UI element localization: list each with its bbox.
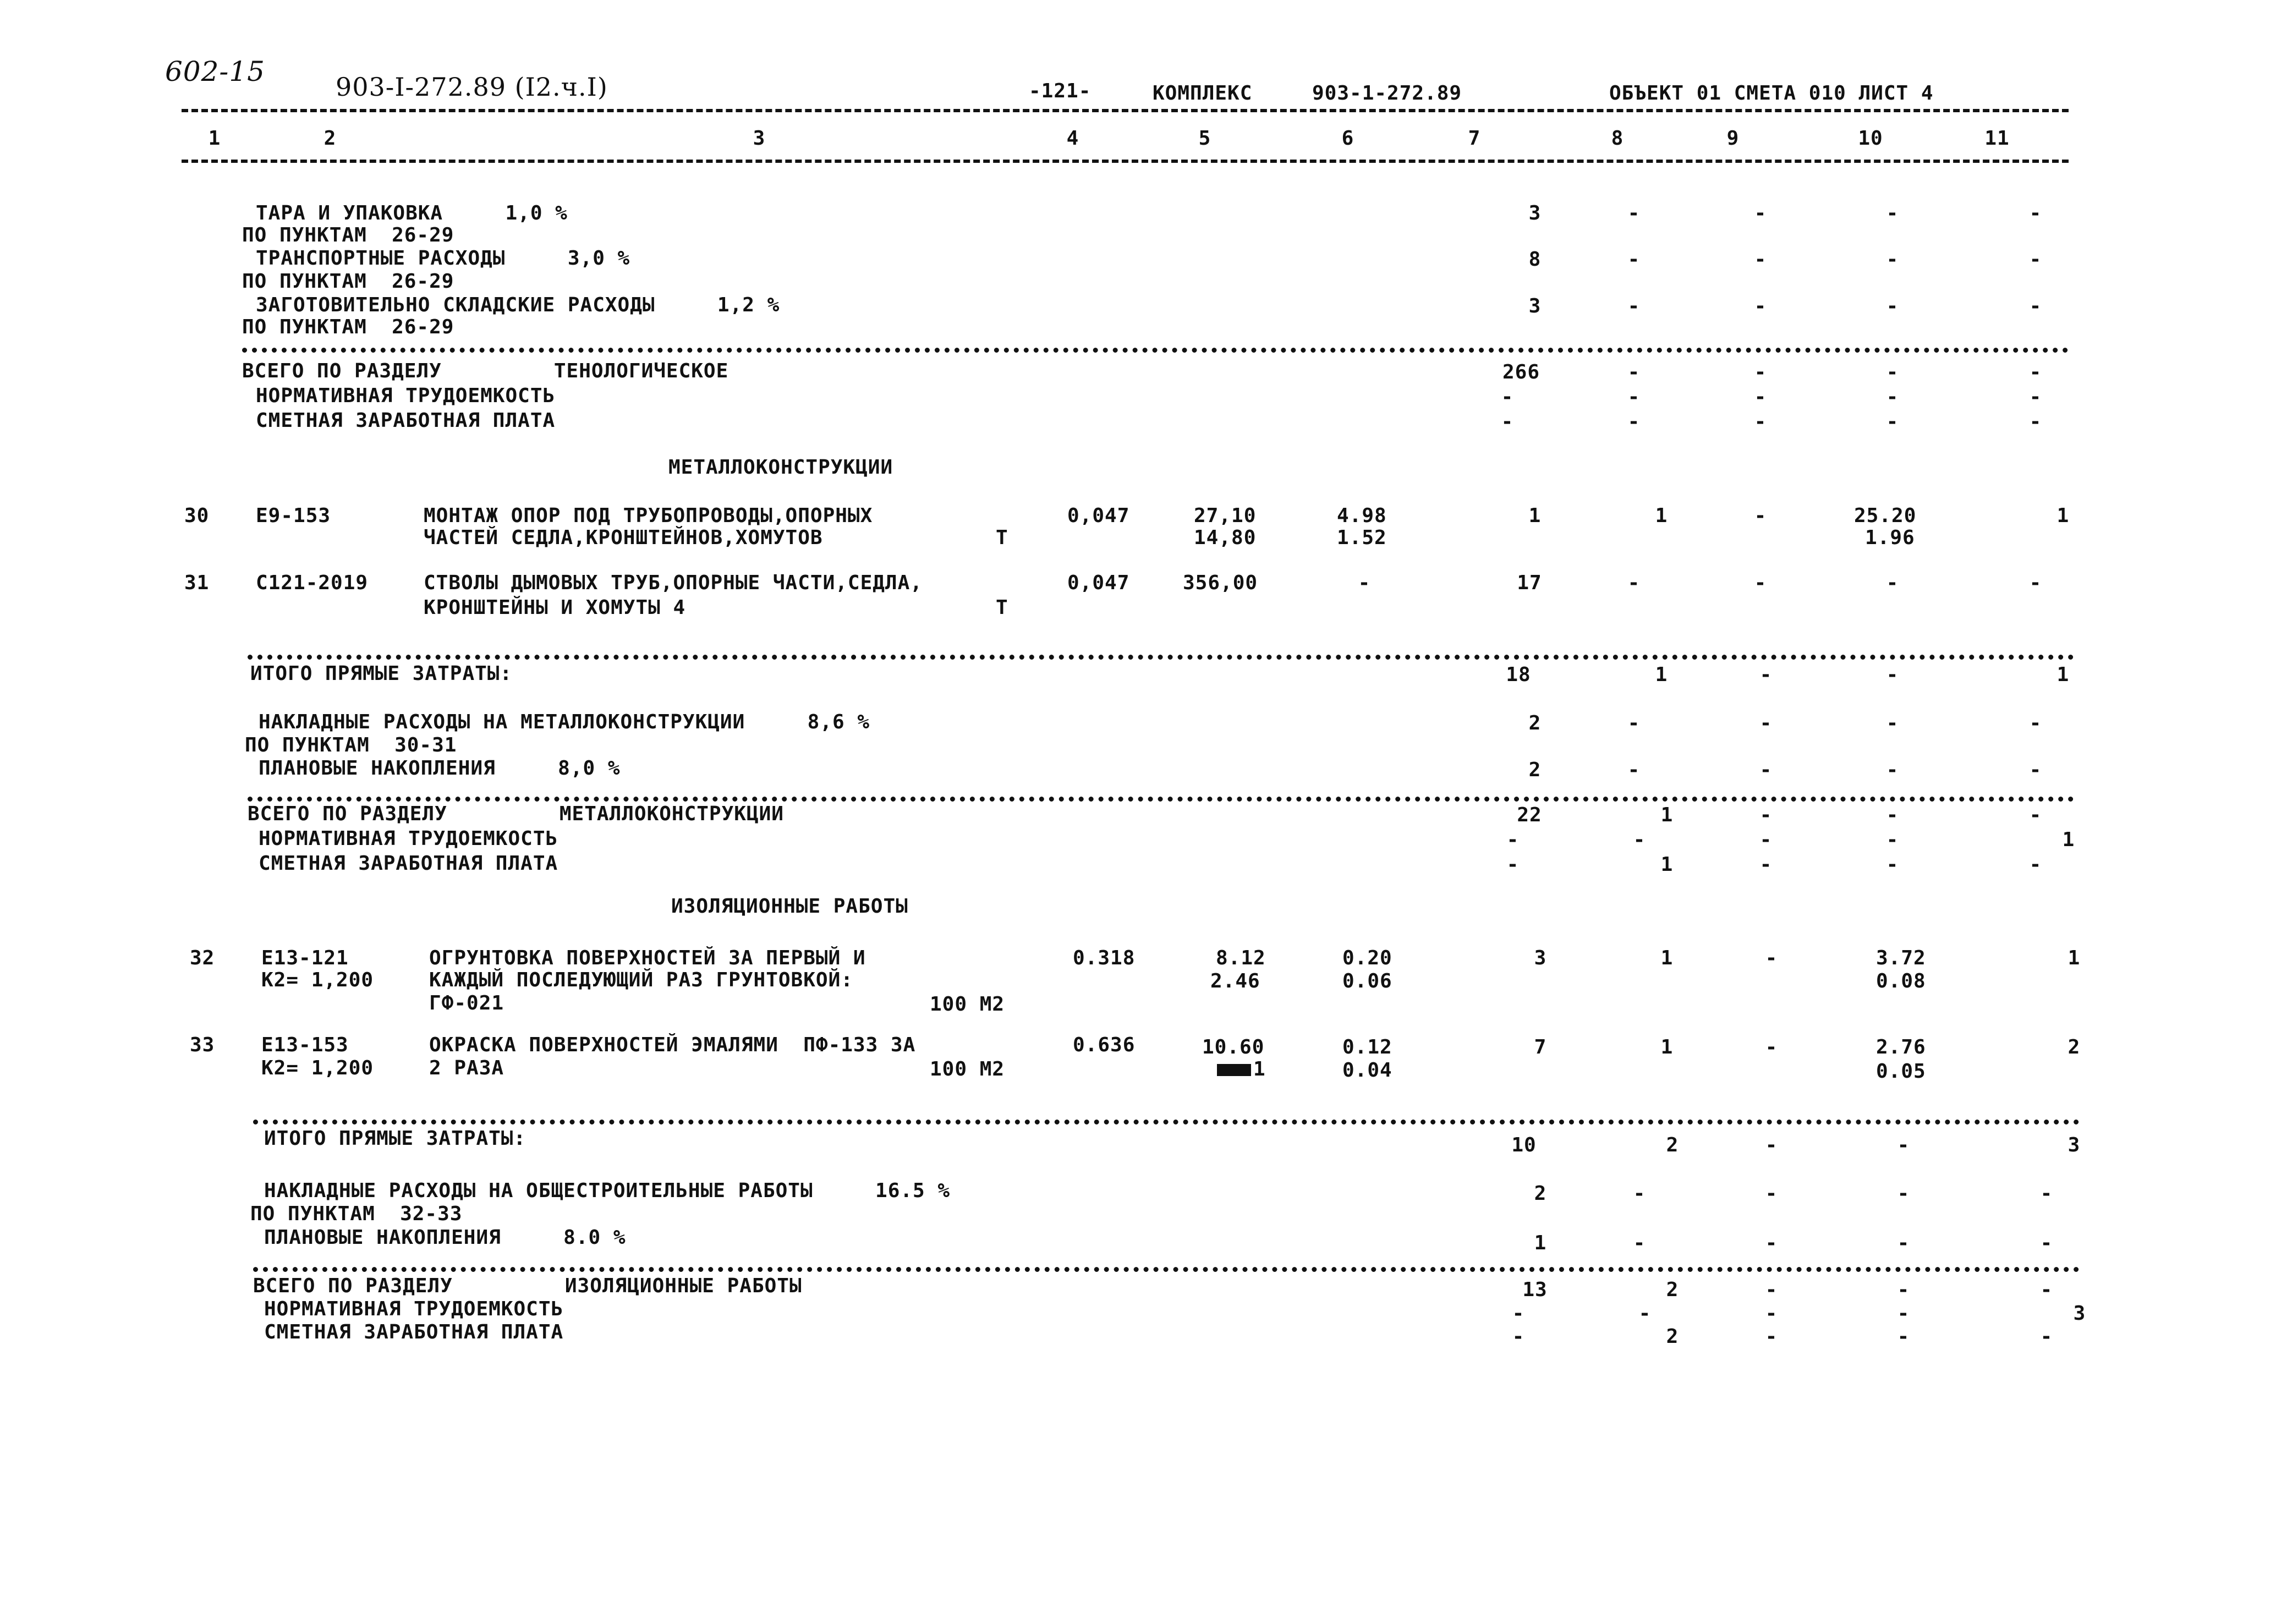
value-cell: 2 <box>2067 1036 2081 1058</box>
row-unit: 100 М2 <box>930 1058 1005 1080</box>
value-cell: - <box>1501 410 1514 433</box>
section-title: МЕТАЛЛОКОНСТРУКЦИИ <box>668 456 893 479</box>
value-cell: - <box>2029 572 2042 594</box>
row-description: МОНТАЖ ОПОР ПОД ТРУБОПРОВОДЫ,ОПОРНЫХ <box>424 504 873 527</box>
value-cell: - <box>1512 1302 1525 1325</box>
value-cell: 1 <box>2062 829 2075 851</box>
value-cell: 2 <box>1666 1279 1679 1301</box>
value-cell: - <box>1754 572 1767 594</box>
row-code: Е13-121 <box>261 947 349 969</box>
value-cell: - <box>2029 386 2042 408</box>
value-cell: - <box>1765 1302 1778 1325</box>
transport-label: ТРАНСПОРТНЫЕ РАСХОДЫ 3,0 % <box>256 247 630 270</box>
col-2: 2 <box>323 127 337 150</box>
value-cell: - <box>1897 1325 1910 1348</box>
value-cell: - <box>1512 1325 1525 1348</box>
page-number: -121- <box>1029 80 1092 102</box>
value-cell: 1 <box>1660 804 1674 826</box>
row-number: 30 <box>184 504 210 527</box>
row-description: КРОНШТЕЙНЫ И ХОМУТЫ 4 <box>424 596 686 619</box>
col-11: 11 <box>1984 127 2010 150</box>
value-cell: - <box>1759 759 1773 781</box>
value-cell: - <box>1765 947 1778 969</box>
value-cell: - <box>1886 663 1899 686</box>
value-cell: - <box>2029 202 2042 224</box>
value-cell: 1 <box>1655 504 1668 527</box>
value-cell: 1 <box>1660 1036 1674 1058</box>
value-cell: 8 <box>1528 248 1542 271</box>
value-cell: 1 <box>1655 663 1668 686</box>
direct-costs-label: ИТОГО ПРЯМЫЕ ЗАТРАТЫ: <box>250 662 513 685</box>
profit-label: ПЛАНОВЫЕ НАКОПЛЕНИЯ 8,0 % <box>259 757 621 780</box>
value-cell: 0.20 <box>1342 947 1392 969</box>
complex-code: 903-1-272.89 <box>1312 82 1462 105</box>
value-cell: 3.72 <box>1876 947 1926 969</box>
value-cell: - <box>1886 386 1899 408</box>
value-cell: 3 <box>2067 1134 2081 1156</box>
row-quantity: 0,047 <box>1067 572 1130 594</box>
value-cell: - <box>1638 1302 1652 1325</box>
overhead-ref: ПО ПУНКТАМ 30-31 <box>245 734 457 756</box>
transport-ref: ПО ПУНКТАМ 26-29 <box>242 270 454 293</box>
row-price: 14,80 <box>1194 526 1257 549</box>
value-cell: - <box>1759 804 1773 826</box>
value-cell: 18 <box>1506 663 1531 686</box>
value-cell: 2 <box>1534 1182 1547 1205</box>
header-rule-bottom <box>182 160 2069 163</box>
value-cell: 266 <box>1502 361 1540 383</box>
redaction-mark <box>1217 1064 1251 1076</box>
col-6: 6 <box>1341 127 1354 150</box>
value-cell: 2 <box>1528 712 1542 734</box>
value-cell: - <box>1506 829 1520 851</box>
value-cell: 1 <box>1660 947 1674 969</box>
value-cell: 25.20 <box>1854 504 1917 527</box>
value-cell: 0.06 <box>1342 970 1392 992</box>
value-cell: 0.04 <box>1342 1059 1392 1082</box>
row-unit: Т <box>996 596 1008 619</box>
value-cell: - <box>2029 804 2042 826</box>
row-description: ЧАСТЕЙ СЕДЛА,КРОНШТЕЙНОВ,ХОМУТОВ <box>424 526 823 549</box>
dotted-separator <box>253 1120 2080 1124</box>
direct-costs-label: ИТОГО ПРЯМЫЕ ЗАТРАТЫ: <box>264 1127 526 1150</box>
row-price: 356,00 <box>1183 572 1258 594</box>
row-description: 2 РАЗА <box>429 1057 504 1079</box>
row-unit: Т <box>996 526 1008 549</box>
handwritten-ref: 602-15 <box>165 56 265 87</box>
value-cell: - <box>2029 361 2042 383</box>
row-code: Е13-153 <box>261 1034 349 1056</box>
value-cell: 0.08 <box>1876 970 1926 992</box>
value-cell: - <box>2040 1279 2053 1301</box>
value-cell: - <box>1897 1302 1910 1325</box>
value-cell: - <box>1627 410 1641 433</box>
value-cell: 1 <box>2056 504 2070 527</box>
value-cell: 2 <box>1666 1134 1679 1156</box>
wage-label: СМЕТНАЯ ЗАРАБОТНАЯ ПЛАТА <box>259 852 558 875</box>
value-cell: - <box>1886 759 1899 781</box>
col-4: 4 <box>1066 127 1079 150</box>
value-cell: - <box>1897 1182 1910 1205</box>
value-cell: - <box>1886 295 1899 317</box>
value-cell: - <box>2029 759 2042 781</box>
value-cell: - <box>1765 1279 1778 1301</box>
value-cell: 2 <box>1528 759 1542 781</box>
value-cell: 0.12 <box>1342 1036 1392 1058</box>
value-cell: - <box>1627 759 1641 781</box>
value-cell: - <box>1627 248 1641 271</box>
labor-label: НОРМАТИВНАЯ ТРУДОЕМКОСТЬ <box>259 827 558 850</box>
value-cell: - <box>1765 1134 1778 1156</box>
packaging-ref: ПО ПУНКТАМ 26-29 <box>242 224 454 246</box>
section-total-label: ВСЕГО ПО РАЗДЕЛУ ТЕНОЛОГИЧЕСКОЕ <box>242 360 729 382</box>
value-cell: - <box>2029 410 2042 433</box>
row-coefficient: К2= 1,200 <box>261 969 374 991</box>
col-10: 10 <box>1858 127 1883 150</box>
value-cell: - <box>1765 1232 1778 1254</box>
value-cell: 3 <box>1528 295 1542 317</box>
wage-label: СМЕТНАЯ ЗАРАБОТНАЯ ПЛАТА <box>256 409 556 432</box>
value-cell: - <box>1754 295 1767 317</box>
col-9: 9 <box>1726 127 1740 150</box>
value-cell: 13 <box>1522 1279 1548 1301</box>
value-cell: - <box>1886 804 1899 826</box>
value-cell: 7 <box>1534 1036 1547 1058</box>
value-cell: 3 <box>2073 1302 2086 1325</box>
profit-label: ПЛАНОВЫЕ НАКОПЛЕНИЯ 8.0 % <box>264 1226 626 1249</box>
value-cell: - <box>1886 248 1899 271</box>
row-description: ГФ-021 <box>429 992 504 1014</box>
row-unit: 100 М2 <box>930 993 1005 1016</box>
overhead-ref: ПО ПУНКТАМ 32-33 <box>250 1203 463 1225</box>
value-cell: - <box>2029 853 2042 876</box>
value-cell: - <box>1633 829 1646 851</box>
header-rule-top <box>182 109 2069 112</box>
value-cell: 1 <box>1660 853 1674 876</box>
col-5: 5 <box>1198 127 1211 150</box>
row-code: С121-2019 <box>256 572 369 594</box>
value-cell: - <box>1627 712 1641 734</box>
value-cell: - <box>1886 829 1899 851</box>
value-cell: 1 <box>1528 504 1542 527</box>
value-cell: - <box>1886 361 1899 383</box>
section-total-label: ВСЕГО ПО РАЗДЕЛУ МЕТАЛЛОКОНСТРУКЦИИ <box>248 803 784 825</box>
value-cell: 3 <box>1528 202 1542 224</box>
value-cell: 1 <box>2067 947 2081 969</box>
value-cell: 2 <box>1666 1325 1679 1348</box>
value-cell: 1 <box>1534 1232 1547 1254</box>
value-cell: - <box>1886 712 1899 734</box>
value-cell: - <box>2040 1182 2053 1205</box>
value-cell: - <box>1501 386 1514 408</box>
overhead-label: НАКЛАДНЫЕ РАСХОДЫ НА ОБЩЕСТРОИТЕЛЬНЫЕ РАБОТЫ 16.5 % <box>264 1179 951 1202</box>
col-7: 7 <box>1468 127 1481 150</box>
row-number: 33 <box>190 1034 215 1056</box>
dotted-separator <box>253 1267 2080 1272</box>
row-description: КАЖДЫЙ ПОСЛЕДУЮЩИЙ РАЗ ГРУНТОВКОЙ: <box>429 969 853 991</box>
value-cell: 1.52 <box>1337 526 1387 549</box>
value-cell: - <box>2029 295 2042 317</box>
value-cell: - <box>1754 361 1767 383</box>
complex-label: КОМПЛЕКС <box>1153 82 1253 105</box>
value-cell: - <box>1886 572 1899 594</box>
value-cell: 2.76 <box>1876 1036 1926 1058</box>
value-cell: - <box>1633 1232 1646 1254</box>
value-cell: - <box>1627 386 1641 408</box>
value-cell: 3 <box>1534 947 1547 969</box>
value-cell: - <box>2029 248 2042 271</box>
value-cell: - <box>1765 1036 1778 1058</box>
value-cell: - <box>1627 295 1641 317</box>
row-number: 32 <box>190 947 215 969</box>
value-cell: - <box>2029 712 2042 734</box>
dotted-separator <box>248 797 2074 802</box>
value-cell: - <box>1765 1182 1778 1205</box>
row-price: 10.60 <box>1202 1036 1265 1058</box>
value-cell: - <box>1627 361 1641 383</box>
value-cell: - <box>1759 829 1773 851</box>
section-total-label: ВСЕГО ПО РАЗДЕЛУ ИЗОЛЯЦИОННЫЕ РАБОТЫ <box>253 1275 802 1297</box>
value-cell: 4.98 <box>1337 504 1387 527</box>
row-description: ОГРУНТОВКА ПОВЕРХНОСТЕЙ ЗА ПЕРВЫЙ И <box>429 947 866 969</box>
row-description: СТВОЛЫ ДЫМОВЫХ ТРУБ,ОПОРНЫЕ ЧАСТИ,СЕДЛА, <box>424 572 923 594</box>
value-cell: 1.96 <box>1865 526 1915 549</box>
labor-label: НОРМАТИВНАЯ ТРУДОЕМКОСТЬ <box>264 1298 564 1320</box>
value-cell: - <box>1754 248 1767 271</box>
row-price: 1 <box>1253 1058 1266 1080</box>
object-info: ОБЪЕКТ 01 СМЕТА 010 ЛИСТ 4 <box>1609 82 1934 105</box>
value-cell: - <box>1897 1279 1910 1301</box>
value-cell: - <box>1886 410 1899 433</box>
row-description: ОКРАСКА ПОВЕРХНОСТЕЙ ЭМАЛЯМИ ПФ-133 ЗА <box>429 1034 916 1056</box>
row-quantity: 0.318 <box>1073 947 1136 969</box>
value-cell: - <box>1754 504 1767 527</box>
value-cell: - <box>1886 202 1899 224</box>
value-cell: 10 <box>1511 1134 1537 1156</box>
value-cell: - <box>1886 853 1899 876</box>
value-cell: - <box>1765 1325 1778 1348</box>
packaging-label: ТАРА И УПАКОВКА 1,0 % <box>256 202 568 224</box>
value-cell: - <box>1633 1182 1646 1205</box>
value-cell: - <box>1759 663 1773 686</box>
value-cell: - <box>1506 853 1520 876</box>
labor-label: НОРМАТИВНАЯ ТРУДОЕМКОСТЬ <box>256 385 556 407</box>
row-coefficient: К2= 1,200 <box>261 1057 374 1079</box>
col-1: 1 <box>208 127 221 150</box>
value-cell: - <box>1897 1134 1910 1156</box>
value-cell: - <box>1759 853 1773 876</box>
value-cell: - <box>1754 202 1767 224</box>
row-number: 31 <box>184 572 210 594</box>
value-cell: 22 <box>1517 804 1542 826</box>
col-3: 3 <box>753 127 766 150</box>
doc-code: 903-I-272.89 (I2.ч.I) <box>336 72 608 102</box>
section-title: ИЗОЛЯЦИОННЫЕ РАБОТЫ <box>671 895 908 918</box>
value-cell: 17 <box>1517 572 1542 594</box>
value-cell: - <box>1358 572 1371 594</box>
row-price: 2.46 <box>1210 970 1260 992</box>
col-8: 8 <box>1611 127 1624 150</box>
value-cell: - <box>2040 1325 2053 1348</box>
overhead-label: НАКЛАДНЫЕ РАСХОДЫ НА МЕТАЛЛОКОНСТРУКЦИИ 8,6 % <box>259 711 870 733</box>
value-cell: - <box>1627 572 1641 594</box>
row-quantity: 0,047 <box>1067 504 1130 527</box>
dotted-separator <box>248 655 2074 660</box>
value-cell: - <box>2040 1232 2053 1254</box>
value-cell: 1 <box>2056 663 2070 686</box>
storage-label: ЗАГОТОВИТЕЛЬНО СКЛАДСКИЕ РАСХОДЫ 1,2 % <box>256 294 780 316</box>
value-cell: - <box>1759 712 1773 734</box>
row-price: 8.12 <box>1216 947 1266 969</box>
value-cell: - <box>1897 1232 1910 1254</box>
value-cell: - <box>1754 410 1767 433</box>
value-cell: 0.05 <box>1876 1060 1926 1083</box>
value-cell: - <box>1754 386 1767 408</box>
wage-label: СМЕТНАЯ ЗАРАБОТНАЯ ПЛАТА <box>264 1321 564 1343</box>
row-code: Е9-153 <box>256 504 331 527</box>
dotted-separator <box>242 348 2069 353</box>
row-quantity: 0.636 <box>1073 1034 1136 1056</box>
value-cell: - <box>1627 202 1641 224</box>
row-price: 27,10 <box>1194 504 1257 527</box>
storage-ref: ПО ПУНКТАМ 26-29 <box>242 316 454 338</box>
